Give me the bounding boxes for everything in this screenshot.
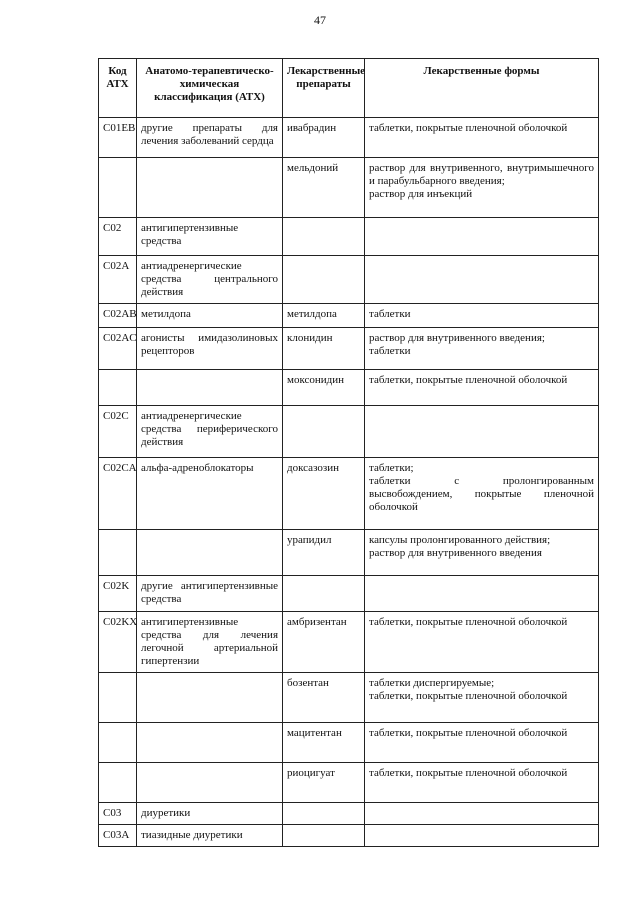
cell-code <box>99 723 137 763</box>
cell-drug: мацитентан <box>283 723 365 763</box>
cell-code: C02A <box>99 256 137 304</box>
cell-classification: антиадренергические средства периферического действия <box>137 406 283 458</box>
table-row <box>99 406 599 458</box>
cell-forms <box>365 530 599 576</box>
cell-drug: метилдопа <box>283 304 365 328</box>
header-forms: Лекарственные формы <box>365 59 599 118</box>
table-row <box>99 763 599 803</box>
cell-forms <box>365 825 599 847</box>
form-line: таблетки, покрытые пленочной оболочкой <box>369 690 568 702</box>
cell-classification <box>137 530 283 576</box>
cell-drug <box>283 825 365 847</box>
cell-code: C02AB <box>99 304 137 328</box>
cell-classification: альфа-адреноблокаторы <box>137 458 283 530</box>
cell-drug: урапидил <box>283 530 365 576</box>
cell-code: C02K <box>99 576 137 612</box>
atc-drug-table <box>98 58 599 847</box>
table-row <box>99 673 599 723</box>
table-row <box>99 530 599 576</box>
cell-drug: мельдоний <box>283 158 365 218</box>
form-line: таблетки, покрытые пленочной оболочкой <box>369 616 568 628</box>
cell-code: C02KX <box>99 612 137 673</box>
cell-code <box>99 673 137 723</box>
cell-code: C02CA <box>99 458 137 530</box>
cell-forms <box>365 370 599 406</box>
cell-classification <box>137 673 283 723</box>
table-row <box>99 158 599 218</box>
cell-drug: клонидин <box>283 328 365 370</box>
cell-classification <box>137 158 283 218</box>
cell-code <box>99 763 137 803</box>
cell-code <box>99 158 137 218</box>
cell-drug: бозентан <box>283 673 365 723</box>
form-line: раствор для внутривенного, внутримышечного и парабульбарного введения; <box>369 162 594 187</box>
cell-code <box>99 370 137 406</box>
cell-forms <box>365 673 599 723</box>
cell-code: C02C <box>99 406 137 458</box>
cell-forms <box>365 723 599 763</box>
cell-classification <box>137 370 283 406</box>
form-line: таблетки диспергируемые; <box>369 677 495 689</box>
cell-forms <box>365 328 599 370</box>
table-row <box>99 328 599 370</box>
cell-code: C03 <box>99 803 137 825</box>
cell-classification: антигипертензивные средства <box>137 218 283 256</box>
table-row <box>99 803 599 825</box>
cell-forms <box>365 118 599 158</box>
header-classification: Анатомо-терапевтическо-химическая классификация (АТХ) <box>137 59 283 118</box>
cell-classification: метилдопа <box>137 304 283 328</box>
cell-classification: антиадренергические средства центрального действия <box>137 256 283 304</box>
cell-classification: другие препараты для лечения заболеваний сердца <box>137 118 283 158</box>
page-number: 47 <box>314 13 326 27</box>
cell-drug: ивабрадин <box>283 118 365 158</box>
cell-forms <box>365 803 599 825</box>
form-line: таблетки, покрытые пленочной оболочкой <box>369 122 568 134</box>
cell-code <box>99 530 137 576</box>
form-line: раствор для внутривенного введения <box>369 547 542 559</box>
table-row <box>99 304 599 328</box>
form-line: таблетки с пролонгированным высвобождением, покрытые пленочной оболочкой <box>369 475 594 513</box>
cell-forms <box>365 304 599 328</box>
cell-classification <box>137 763 283 803</box>
cell-drug <box>283 406 365 458</box>
table-row <box>99 458 599 530</box>
cell-forms <box>365 458 599 530</box>
cell-forms <box>365 218 599 256</box>
form-line: таблетки, покрытые пленочной оболочкой <box>369 374 568 386</box>
form-line: таблетки <box>369 308 411 320</box>
cell-forms <box>365 158 599 218</box>
cell-classification <box>137 723 283 763</box>
cell-classification: диуретики <box>137 803 283 825</box>
form-line: таблетки, покрытые пленочной оболочкой <box>369 767 568 779</box>
cell-forms <box>365 612 599 673</box>
table-row <box>99 825 599 847</box>
cell-classification: другие антигипертензивные средства <box>137 576 283 612</box>
cell-forms <box>365 406 599 458</box>
header-drugs: Лекарственные препараты <box>283 59 365 118</box>
table-header-row <box>99 59 599 118</box>
cell-forms <box>365 763 599 803</box>
table-row <box>99 576 599 612</box>
header-code: Код АТХ <box>99 59 137 118</box>
table-row <box>99 218 599 256</box>
form-line: таблетки; <box>369 462 414 474</box>
table-row <box>99 612 599 673</box>
cell-drug <box>283 256 365 304</box>
form-line: таблетки <box>369 345 411 357</box>
cell-drug: доксазозин <box>283 458 365 530</box>
cell-drug: риоцигуат <box>283 763 365 803</box>
table-row <box>99 370 599 406</box>
cell-forms <box>365 256 599 304</box>
cell-drug <box>283 803 365 825</box>
cell-code: C01EB <box>99 118 137 158</box>
cell-classification: тиазидные диуретики <box>137 825 283 847</box>
cell-classification: агонисты имидазолиновых рецепторов <box>137 328 283 370</box>
cell-drug <box>283 576 365 612</box>
cell-forms <box>365 576 599 612</box>
cell-code: C03A <box>99 825 137 847</box>
cell-classification: антигипертензивные средства для лечения легочной артериальной гипертензии <box>137 612 283 673</box>
table-body <box>99 118 599 847</box>
form-line: раствор для внутривенного введения; <box>369 332 545 344</box>
form-line: таблетки, покрытые пленочной оболочкой <box>369 727 568 739</box>
cell-code: C02AC <box>99 328 137 370</box>
form-line: раствор для инъекций <box>369 188 473 200</box>
table-row <box>99 256 599 304</box>
cell-drug: амбризентан <box>283 612 365 673</box>
form-line: капсулы пролонгированного действия; <box>369 534 551 546</box>
cell-drug: моксонидин <box>283 370 365 406</box>
cell-code: C02 <box>99 218 137 256</box>
table-row <box>99 723 599 763</box>
table-row <box>99 118 599 158</box>
cell-drug <box>283 218 365 256</box>
